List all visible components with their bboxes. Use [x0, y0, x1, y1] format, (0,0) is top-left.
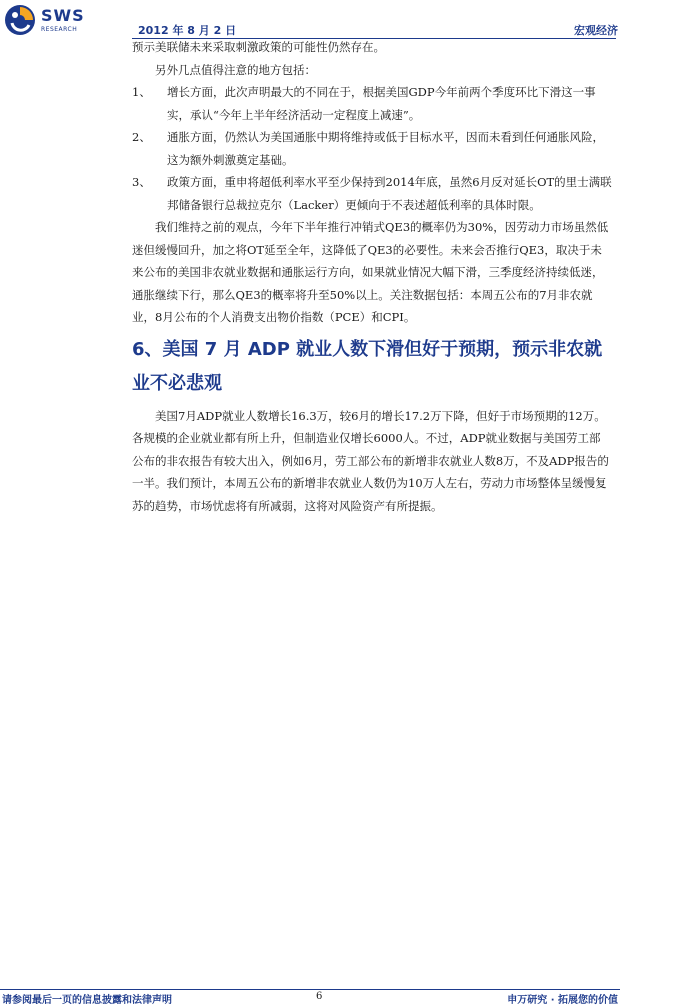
list-text: 政策方面，重申将超低利率水平至少保持到2014年底，虽然6月反对延长OT的里士满联邦储备银行总裁拉克尔（Lacker）更倾向于不表述超低利率的具体时限。 [167, 175, 612, 212]
report-category: 宏观经济 [574, 24, 618, 37]
brand-name: SWS [41, 6, 85, 25]
brand-sub: RESEARCH [41, 26, 78, 33]
paragraph-1: 预示美联储未来采取刺激政策的可能性仍然存在。 [132, 40, 385, 54]
paragraph-4: 美国7月ADP就业人数增长16.3万，较6月的增长17.2万下降，但好于市场预期的12万。各规模的企业就业都有所上升，但制造业仅增长6000人。不过，ADP就业数据与美国劳工部公布的非农报告有较大出入，例如6月，劳工部公布的新增非农就业人数8万，不及ADP报告的一半。我们预计，本周五公布的新增非农就业人数仍为10万人左右，劳动力市场整体呈缓慢复苏的趋势，市场忧虑将有所减弱，这将对风险资产有所提振。 [132, 408, 609, 513]
list-item [132, 126, 612, 171]
paragraph-2: 另外几点值得注意的地方包括： [155, 62, 316, 77]
report-date: 2012 年 8 月 2 日 [138, 24, 237, 37]
footer-slogan: 申万研究 · 拓展您的价值 [507, 995, 618, 1006]
paragraph-3: 我们维持之前的观点，今年下半年推行冲销式QE3的概率仍为30%，因劳动力市场虽然低迷但缓慢回升，加之将OT延至全年，这降低了QE3的必要性。未来会否推行QE3，取决于未来公布的美国非农就业数据和通胀运行方向，如果就业情况大幅下滑，三季度经济持续低迷，通胀继续下行，那么QE3的概率将升至50%以上。关注数据包括：本周五公布的7月非农就业，8月公布的个人消费支出物价指数（PCE）和CPI。 [132, 220, 609, 324]
list-text: 通胀方面，仍然认为美国通胀中期将维持或低于目标水平，因而未看到任何通胀风险，这为额外刺激奠定基础。 [167, 130, 604, 167]
footer-divider [0, 989, 620, 990]
sws-logo-icon [3, 3, 39, 37]
list-number: 2、 [132, 130, 151, 144]
section-heading: 6、美国 7 月 ADP 就业人数下滑但好于预期，预示非农就业不必悲观 [132, 338, 603, 394]
list-number: 3、 [132, 175, 151, 189]
list-text: 增长方面，此次声明最大的不同在于，根据美国GDP今年前两个季度环比下滑这一事实，承认“今年上半年经济活动一定程度上减速”。 [167, 85, 596, 122]
list-item [132, 171, 612, 216]
footer-disclaimer: 请参阅最后一页的信息披露和法律声明 [2, 995, 172, 1006]
page-number: 6 [316, 991, 323, 1002]
list-item [132, 81, 612, 126]
list-number: 1、 [132, 85, 151, 99]
report-body [132, 36, 612, 517]
sws-logo [3, 3, 133, 37]
